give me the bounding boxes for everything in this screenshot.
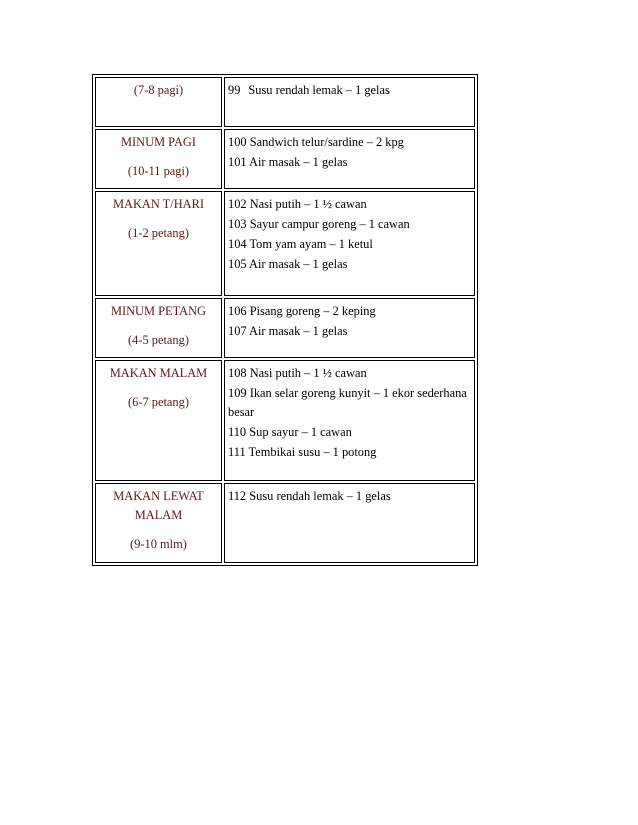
item-text: Tom yam ayam – 1 ketul xyxy=(249,237,373,251)
table-row xyxy=(95,360,475,481)
menu-item xyxy=(228,443,470,462)
menu-item xyxy=(228,322,470,341)
menu-item xyxy=(228,215,470,234)
item-text: Air masak – 1 gelas xyxy=(249,257,348,271)
menu-item xyxy=(228,487,470,506)
item-number: 111 xyxy=(228,445,246,459)
menu-item xyxy=(228,235,470,254)
menu-items-cell xyxy=(224,298,475,358)
menu-items-cell xyxy=(224,129,475,189)
item-number: 110 xyxy=(228,425,247,439)
menu-item xyxy=(228,81,470,100)
meal-time: (9-10 mlm) xyxy=(130,537,187,551)
item-number: 109 xyxy=(228,386,247,400)
item-text: Sayur campur goreng – 1 cawan xyxy=(249,217,410,231)
meal-plan-table xyxy=(92,74,478,566)
meal-name: MINUM PAGI xyxy=(121,135,196,149)
item-text: Pisang goreng – 2 keping xyxy=(249,304,376,318)
meal-name: MAKAN LEWAT MALAM xyxy=(113,489,204,522)
menu-item xyxy=(228,302,470,321)
menu-item xyxy=(228,384,470,422)
item-number: 100 xyxy=(228,135,247,149)
item-text: Nasi putih – 1 ½ cawan xyxy=(249,366,367,380)
item-number: 105 xyxy=(228,257,247,271)
item-text: Nasi putih – 1 ½ cawan xyxy=(249,197,367,211)
item-number: 99 xyxy=(228,83,241,97)
table-row xyxy=(95,483,475,563)
item-number: 112 xyxy=(228,489,247,503)
item-number: 107 xyxy=(228,324,247,338)
table-row xyxy=(95,129,475,189)
meal-name: MINUM PETANG xyxy=(110,304,207,318)
meal-time-cell xyxy=(95,191,222,296)
item-number: 108 xyxy=(228,366,247,380)
item-text: Ikan selar goreng kunyit – 1 ekor sederhana besar xyxy=(228,386,467,419)
item-number: 101 xyxy=(228,155,247,169)
menu-item xyxy=(228,153,470,172)
menu-item xyxy=(228,133,470,152)
meal-time: (4-5 petang) xyxy=(128,333,189,347)
meal-time-cell xyxy=(95,298,222,358)
meal-time: (1-2 petang) xyxy=(128,226,189,240)
menu-item xyxy=(228,195,470,214)
item-text: Susu rendah lemak – 1 gelas xyxy=(248,83,390,97)
meal-time: (6-7 petang) xyxy=(128,395,189,409)
menu-item xyxy=(228,423,470,442)
item-text: Air masak – 1 gelas xyxy=(249,155,348,169)
item-text: Sup sayur – 1 cawan xyxy=(249,425,352,439)
item-text: Air masak – 1 gelas xyxy=(249,324,348,338)
meal-time-cell xyxy=(95,483,222,563)
menu-items-cell xyxy=(224,483,475,563)
item-number: 104 xyxy=(228,237,247,251)
item-text: Tembikai susu – 1 potong xyxy=(248,445,377,459)
item-number: 106 xyxy=(228,304,247,318)
menu-items-cell xyxy=(224,77,475,127)
meal-time-cell xyxy=(95,77,222,127)
meal-time: (7-8 pagi) xyxy=(133,83,184,97)
item-text: Susu rendah lemak – 1 gelas xyxy=(249,489,391,503)
menu-item xyxy=(228,255,470,274)
table-row xyxy=(95,191,475,296)
menu-items-cell xyxy=(224,191,475,296)
table-row xyxy=(95,77,475,127)
meal-name: MAKAN T/HARI xyxy=(113,197,204,211)
item-number: 102 xyxy=(228,197,247,211)
item-number: 103 xyxy=(228,217,247,231)
meal-time: (10-11 pagi) xyxy=(127,164,190,178)
meal-time-cell xyxy=(95,129,222,189)
meal-name: MAKAN MALAM xyxy=(109,366,208,380)
menu-items-cell xyxy=(224,360,475,481)
item-text: Sandwich telur/sardine – 2 kpg xyxy=(249,135,404,149)
table-row xyxy=(95,298,475,358)
menu-item xyxy=(228,364,470,383)
meal-time-cell xyxy=(95,360,222,481)
